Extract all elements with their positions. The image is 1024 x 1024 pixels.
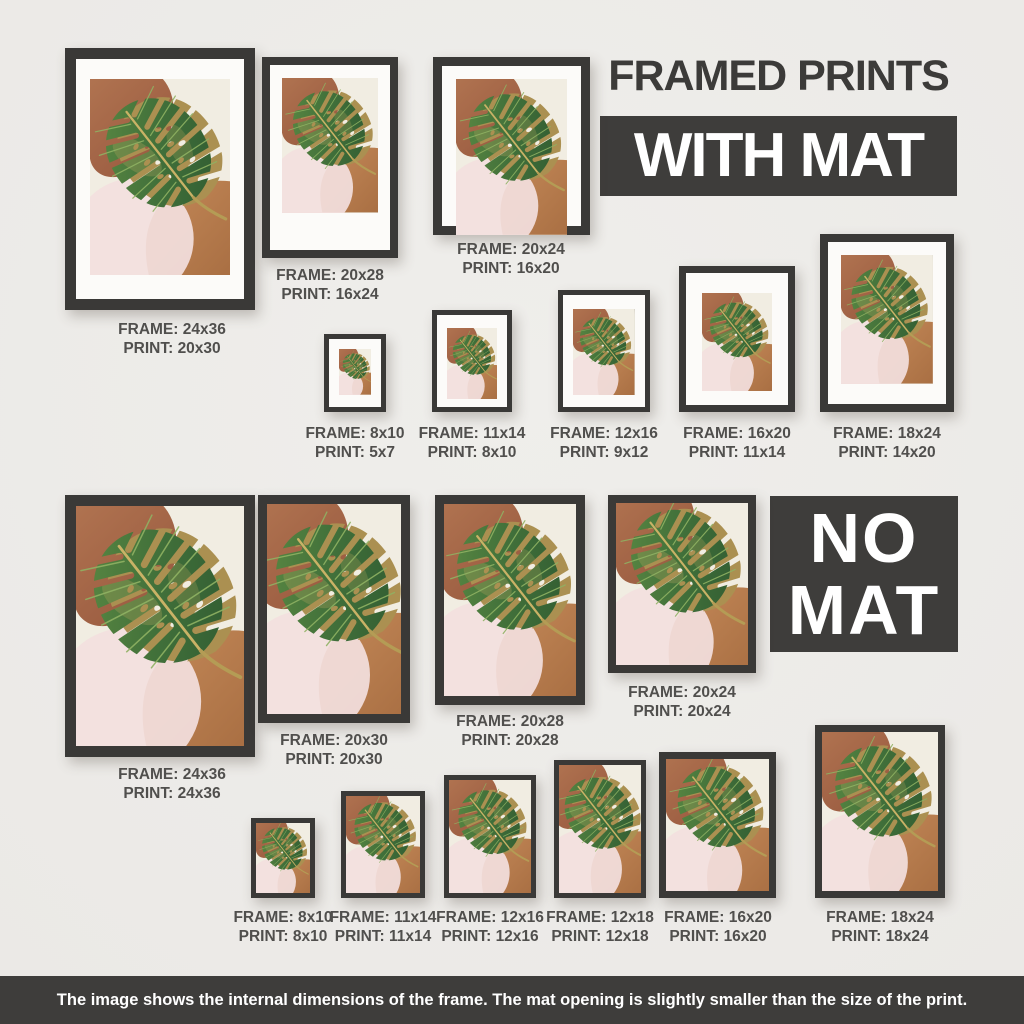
mat	[442, 66, 581, 226]
print-size-line: PRINT: 8x10	[427, 444, 517, 461]
no-mat-line-1: NO	[809, 499, 919, 577]
frame-size-line: FRAME: 12x16	[550, 425, 658, 442]
frame-size-line: FRAME: 20x30	[280, 732, 388, 749]
monstera-artwork	[573, 309, 634, 395]
size-label-24x36	[62, 765, 282, 803]
framed-print-nomat-18x24	[815, 725, 945, 898]
monstera-artwork	[702, 293, 772, 391]
print-size-line: PRINT: 11x14	[688, 444, 786, 461]
print-size-line: PRINT: 16x24	[281, 286, 379, 303]
print-size-line: PRINT: 20x24	[633, 703, 731, 720]
print-size-line: PRINT: 14x20	[838, 444, 936, 461]
frame-size-line: FRAME: 11x14	[418, 425, 526, 442]
monstera-artwork	[339, 349, 372, 395]
print-size-line: PRINT: 20x30	[123, 340, 221, 357]
monstera-artwork	[449, 780, 531, 893]
monstera-artwork	[822, 732, 938, 891]
size-label-18x24	[777, 424, 997, 462]
monstera-artwork	[346, 796, 420, 893]
with-mat-banner: WITH MAT	[600, 116, 957, 196]
frame-size-line: FRAME: 18x24	[826, 909, 934, 926]
no-mat-line-2: MAT	[787, 571, 941, 649]
monstera-artwork	[267, 504, 401, 714]
framed-print-mat-11x14	[432, 310, 512, 412]
monstera-artwork	[456, 79, 567, 235]
framed-print-nomat-11x14	[341, 791, 425, 898]
frame-size-line: FRAME: 16x20	[664, 909, 772, 926]
frame-size-line: FRAME: 24x36	[118, 321, 226, 338]
mat	[437, 315, 507, 407]
framed-print-nomat-12x16	[444, 775, 536, 898]
monstera-artwork	[90, 79, 230, 275]
frame-size-line: FRAME: 24x36	[118, 766, 226, 783]
framed-print-mat-20x24	[433, 57, 590, 235]
frame-size-line: FRAME: 16x20	[683, 425, 791, 442]
size-label-20x24	[572, 683, 792, 721]
framed-print-mat-16x20	[679, 266, 795, 412]
framed-print-nomat-20x28	[435, 495, 585, 705]
monstera-artwork	[444, 504, 576, 696]
size-label-20x24	[401, 240, 621, 278]
monstera-artwork	[282, 78, 378, 212]
frame-size-line: FRAME: 12x16	[436, 909, 544, 926]
footer-note-bar	[0, 976, 1024, 1024]
framed-print-nomat-12x18	[554, 760, 646, 898]
print-size-line: PRINT: 12x16	[441, 928, 539, 945]
framed-print-nomat-24x36	[65, 495, 255, 757]
monstera-artwork	[76, 506, 244, 746]
size-label-24x36	[62, 320, 282, 358]
no-mat-banner	[770, 496, 958, 652]
mat	[686, 273, 788, 405]
mat	[329, 339, 381, 407]
framed-print-mat-18x24	[820, 234, 954, 412]
frame-size-line: FRAME: 18x24	[833, 425, 941, 442]
framed-print-nomat-8x10	[251, 818, 315, 898]
print-size-line: PRINT: 5x7	[314, 444, 396, 461]
page-title: FRAMED PRINTS	[608, 52, 949, 100]
print-size-line: PRINT: 16x20	[669, 928, 767, 945]
mat	[270, 65, 390, 250]
frame-size-line: FRAME: 11x14	[329, 909, 437, 926]
mat	[563, 295, 645, 407]
print-size-line: PRINT: 24x36	[123, 785, 221, 802]
print-size-line: PRINT: 11x14	[334, 928, 432, 945]
monstera-artwork	[841, 255, 933, 384]
print-size-line: PRINT: 20x30	[285, 751, 383, 768]
print-size-line: PRINT: 16x20	[462, 260, 560, 277]
frame-size-line: FRAME: 8x10	[305, 425, 405, 442]
print-size-line: PRINT: 12x18	[551, 928, 649, 945]
print-size-line: PRINT: 18x24	[831, 928, 929, 945]
mat	[76, 59, 244, 299]
print-size-line: PRINT: 9x12	[559, 444, 649, 461]
framed-print-mat-20x28	[262, 57, 398, 258]
frame-size-line: FRAME: 20x24	[457, 241, 565, 258]
monstera-artwork	[447, 328, 498, 399]
monstera-artwork	[616, 503, 748, 665]
framed-print-mat-8x10	[324, 334, 386, 412]
footer-note: The image shows the internal dimensions of the frame. The mat opening is slightly smaller than the size of the print.	[56, 990, 968, 1009]
frame-size-line: FRAME: 20x24	[628, 684, 736, 701]
frame-size-line: FRAME: 8x10	[233, 909, 333, 926]
monstera-artwork	[559, 765, 641, 893]
print-size-line: PRINT: 20x28	[461, 732, 559, 749]
monstera-artwork	[256, 823, 310, 893]
print-size-line: PRINT: 8x10	[238, 928, 328, 945]
frame-size-line: FRAME: 20x28	[276, 267, 384, 284]
monstera-artwork	[666, 759, 769, 891]
frame-size-line: FRAME: 20x28	[456, 713, 564, 730]
mat	[828, 242, 946, 404]
framed-print-nomat-20x30	[258, 495, 410, 723]
framed-print-mat-12x16	[558, 290, 650, 412]
frame-size-line: FRAME: 12x18	[546, 909, 654, 926]
size-label-18x24	[770, 908, 990, 946]
framed-print-nomat-16x20	[659, 752, 776, 898]
framed-print-nomat-20x24	[608, 495, 756, 673]
